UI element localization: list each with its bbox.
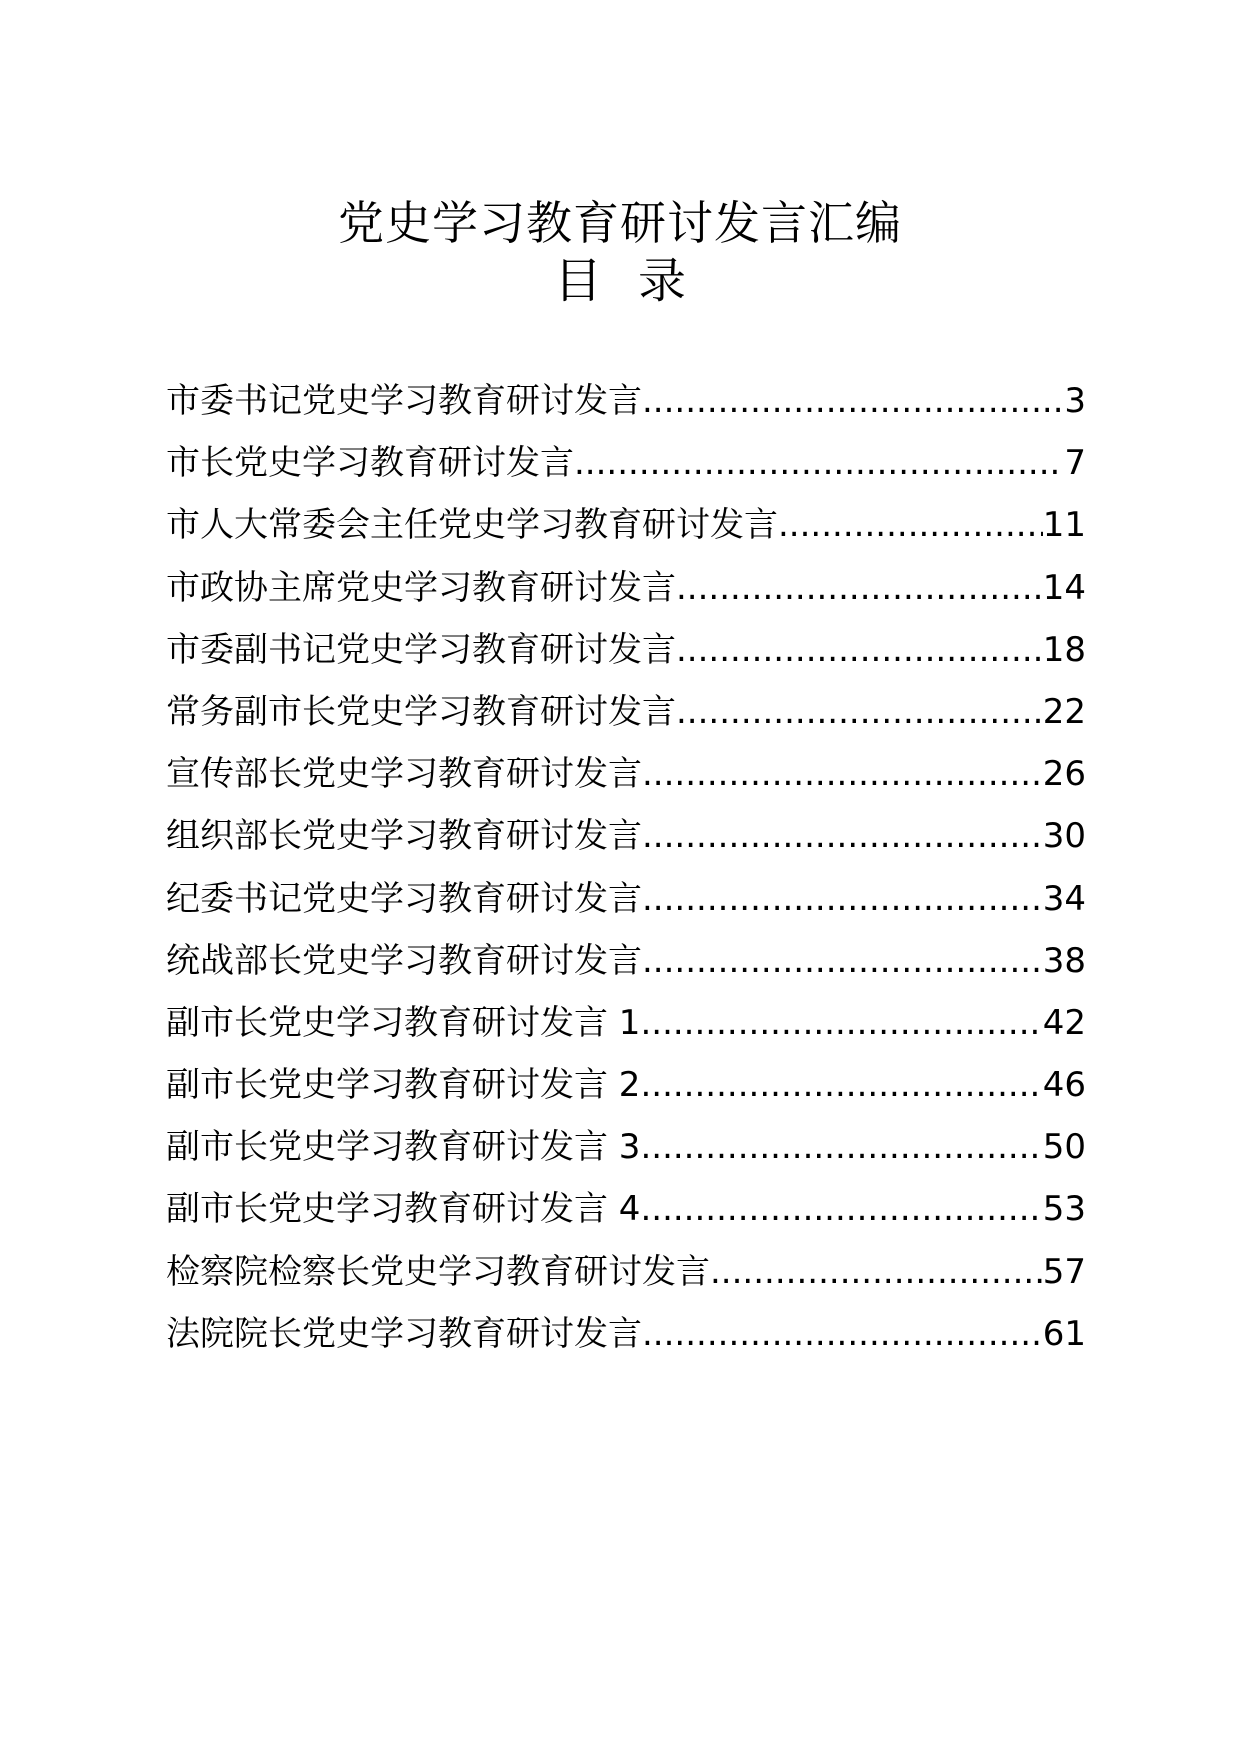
toc-entry[interactable]: [166, 1303, 1086, 1365]
toc-entry-page: 34: [1042, 878, 1086, 919]
toc-dot-leader: [640, 992, 1042, 1054]
toc-entry-title: 检察院检察长党史学习教育研讨发言: [166, 1251, 710, 1292]
toc-entry-page: 7: [1064, 443, 1086, 484]
toc-dot-leader: [710, 1241, 1043, 1303]
toc-entry-title: 常务副市长党史学习教育研讨发言: [166, 691, 676, 732]
toc-entry[interactable]: [166, 557, 1086, 619]
toc-entry[interactable]: [166, 805, 1086, 867]
toc-dot-leader: [640, 1054, 1042, 1116]
toc-dot-leader: [574, 432, 1064, 494]
toc-entry[interactable]: [166, 1178, 1086, 1240]
toc-dot-leader: [642, 370, 1064, 432]
toc-entry-page: 26: [1042, 754, 1086, 795]
toc-entry-page: 22: [1042, 691, 1086, 732]
toc-entry-title: 副市长党史学习教育研讨发言 1: [166, 1002, 641, 1043]
toc-entry-page: 46: [1042, 1065, 1086, 1106]
toc-dot-leader: [642, 1303, 1043, 1365]
toc-dot-leader: [642, 868, 1043, 930]
toc-entry[interactable]: [166, 743, 1086, 805]
toc-dot-leader: [676, 557, 1043, 619]
toc-dot-leader: [642, 805, 1043, 867]
toc-entry-page: 57: [1042, 1251, 1086, 1292]
toc-dot-leader: [676, 619, 1043, 681]
toc-entry[interactable]: [166, 1241, 1086, 1303]
toc-entry-page: 50: [1042, 1127, 1086, 1168]
toc-entry-page: 53: [1042, 1189, 1086, 1230]
toc-entry[interactable]: [166, 681, 1086, 743]
toc-entry-title: 副市长党史学习教育研讨发言 3: [166, 1127, 641, 1168]
toc-entry-page: 3: [1064, 381, 1086, 421]
toc-entry-page: 38: [1042, 940, 1086, 981]
toc-dot-leader: [676, 681, 1043, 743]
toc-dot-leader: [778, 494, 1043, 556]
toc-entry-title: 副市长党史学习教育研讨发言 2: [166, 1065, 641, 1106]
toc-entry-title: 市长党史学习教育研讨发言: [166, 443, 574, 484]
toc-entry-page: 11: [1042, 505, 1086, 546]
toc-dot-leader: [642, 743, 1043, 805]
table-of-contents: [166, 370, 1086, 1365]
toc-entry-title: 统战部长党史学习教育研讨发言: [166, 940, 642, 981]
toc-entry[interactable]: [166, 494, 1086, 556]
toc-entry-title: 市委书记党史学习教育研讨发言: [166, 381, 642, 421]
toc-entry-title: 宣传部长党史学习教育研讨发言: [166, 754, 642, 795]
toc-entry-title: 组织部长党史学习教育研讨发言: [166, 816, 642, 857]
toc-entry-title: 纪委书记党史学习教育研讨发言: [166, 878, 642, 919]
toc-entry-page: 30: [1042, 816, 1086, 857]
toc-dot-leader: [642, 930, 1043, 992]
toc-entry[interactable]: [166, 370, 1086, 432]
toc-entry-title: 副市长党史学习教育研讨发言 4: [166, 1189, 641, 1230]
toc-entry[interactable]: [166, 432, 1086, 494]
toc-dot-leader: [640, 1116, 1042, 1178]
toc-entry-title: 市委副书记党史学习教育研讨发言: [166, 629, 676, 670]
toc-entry[interactable]: [166, 930, 1086, 992]
toc-entry[interactable]: [166, 1116, 1086, 1178]
toc-entry-page: 61: [1042, 1313, 1086, 1354]
toc-entry-page: 14: [1042, 567, 1086, 608]
toc-entry[interactable]: [166, 1054, 1086, 1116]
toc-entry[interactable]: [166, 868, 1086, 930]
toc-heading: 目录: [553, 253, 722, 309]
document-title: 党史学习教育研讨发言汇编: [338, 196, 902, 250]
toc-dot-leader: [640, 1178, 1042, 1240]
toc-entry-title: 市人大常委会主任党史学习教育研讨发言: [166, 505, 778, 546]
toc-entry[interactable]: [166, 619, 1086, 681]
toc-entry-page: 18: [1042, 629, 1086, 670]
toc-entry-page: 42: [1042, 1002, 1086, 1043]
toc-entry-title: 市政协主席党史学习教育研讨发言: [166, 567, 676, 608]
toc-entry[interactable]: [166, 992, 1086, 1054]
toc-entry-title: 法院院长党史学习教育研讨发言: [166, 1313, 642, 1354]
